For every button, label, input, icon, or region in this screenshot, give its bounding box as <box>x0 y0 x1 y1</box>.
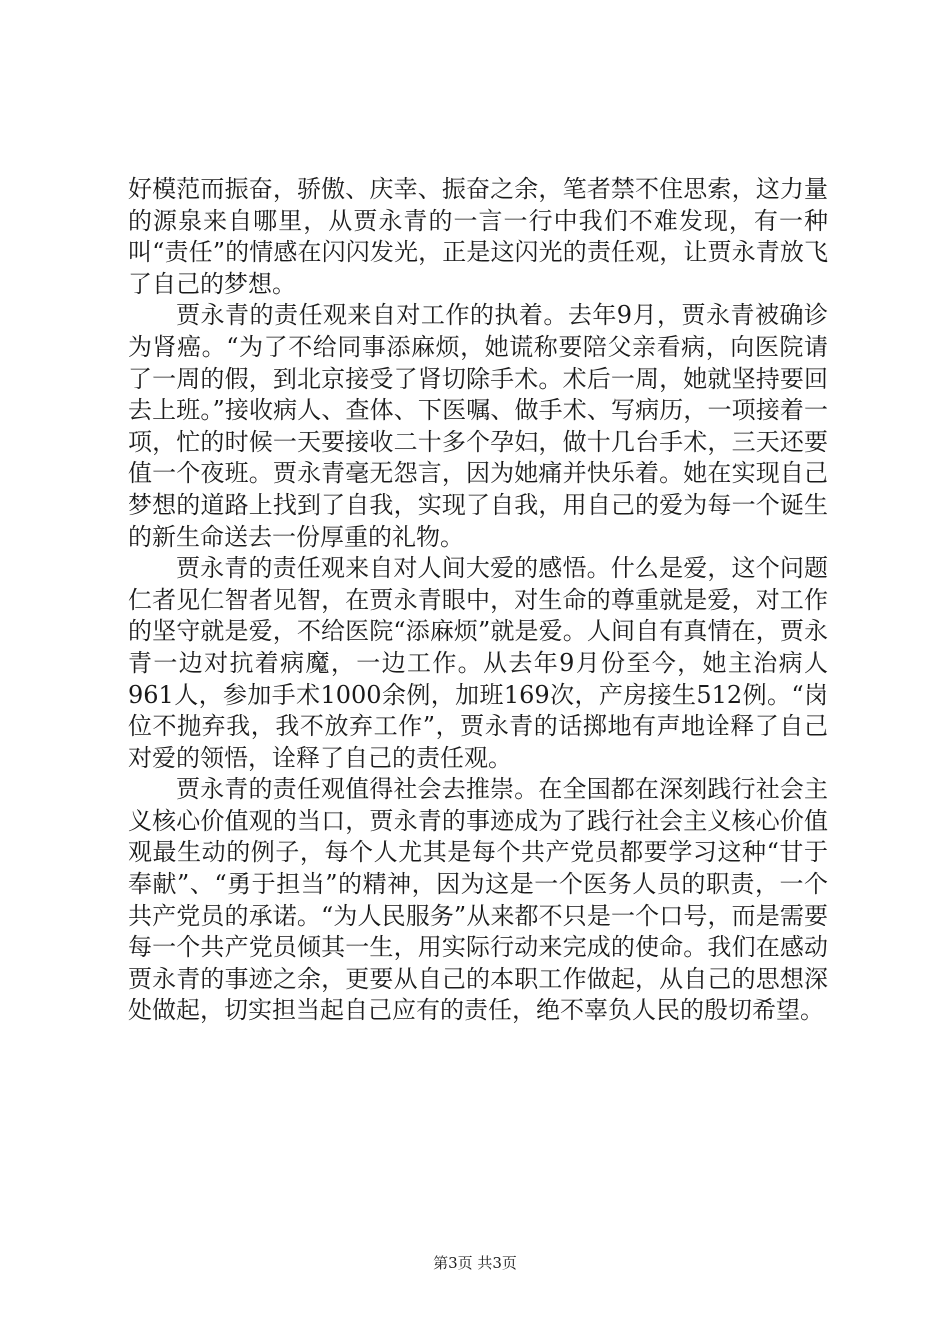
paragraph-1: 好模范而振奋，骄傲、庆幸、振奋之余，笔者禁不住思索，这力量的源泉来自哪里，从贾永青的一言一行中我们不难发现，有一种叫“责任”的情感在闪闪发光，正是这闪光的责任观，让贾永青放飞了自己的梦想。 <box>128 175 828 298</box>
document-body <box>128 174 828 1027</box>
paragraph-4: 贾永青的责任观值得社会去推崇。在全国都在深刻践行社会主义核心价值观的当口，贾永青的事迹成为了践行社会主义核心价值观最生动的例子，每个人尤其是每个共产党员都要学习这种“甘于奉献”、“勇于担当”的精神，因为这是一个医务人员的职责，一个共产党员的承诺。“为人民服务”从来都不只是一个口号，而是需要每一个共产党员倾其一生，用实际行动来完成的使命。我们在感动贾永青的事迹之余，更要从自己的本职工作做起，从自己的思想深处做起，切实担当起自己应有的责任，绝不辜负人民的殷切希望。 <box>128 775 828 1025</box>
page-number-footer: 第3页 共3页 <box>433 1254 517 1272</box>
paragraph-3: 贾永青的责任观来自对人间大爱的感悟。什么是爱，这个问题仁者见仁智者见智，在贾永青眼中，对生命的尊重就是爱，对工作的坚守就是爱，不给医院“添麻烦”就是爱。人间自有真情在，贾永青一边对抗着病魔，一边工作。从去年9月份至今，她主治病人961人，参加手术1000余例，加班169次，产房接生512例。“岗位不抛弃我，我不放弃工作”，贾永青的话掷地有声地诠释了自己对爱的领悟，诠释了自己的责任观。 <box>128 554 828 772</box>
paragraph-2: 贾永青的责任观来自对工作的执着。去年9月，贾永青被确诊为肾癌。“为了不给同事添麻烦，她谎称要陪父亲看病，向医院请了一周的假，到北京接受了肾切除手术。术后一周，她就坚持要回去上班。”接收病人、查体、下医嘱、做手术、写病历，一项接着一项，忙的时候一天要接收二十多个孕妇，做十几台手术，三天还要值一个夜班。贾永青毫无怨言，因为她痛并快乐着。她在实现自己梦想的道路上找到了自我，实现了自我，用自己的爱为每一个诞生的新生命送去一份厚重的礼物。 <box>128 301 828 551</box>
